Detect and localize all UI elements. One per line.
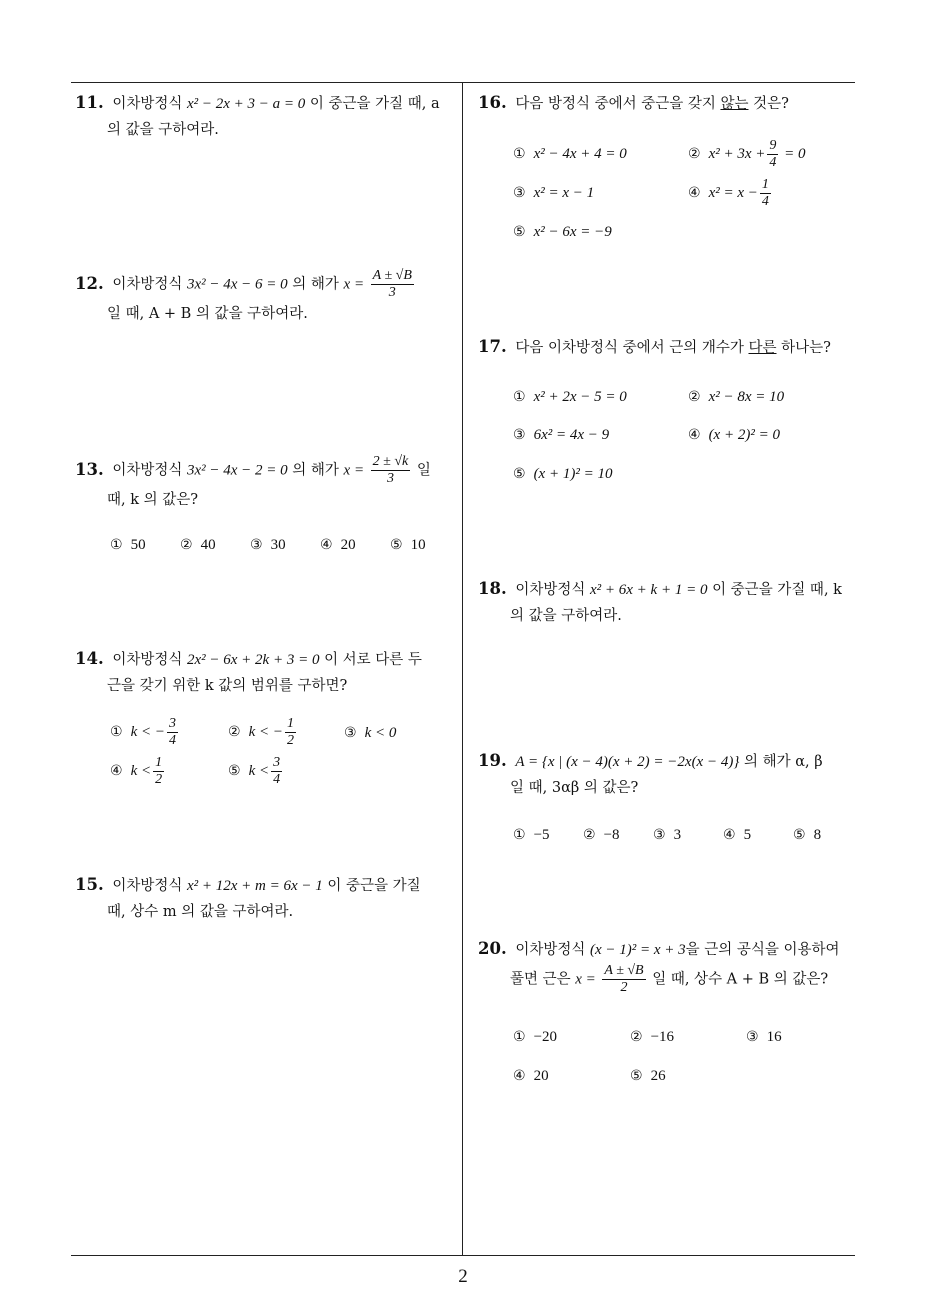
- denominator: 3: [386, 471, 394, 486]
- choice-5[interactable]: [793, 827, 821, 844]
- question-number: 11.: [75, 93, 104, 112]
- question-number: 12.: [75, 273, 104, 293]
- page-number: 2: [458, 1266, 468, 1287]
- question-number: 17.: [478, 337, 507, 356]
- question-text-line2: 때, k 의 값은?: [107, 492, 199, 508]
- choice-value: x² = x − 1: [533, 185, 595, 201]
- choice-1[interactable]: [513, 827, 550, 844]
- choice-value: −20: [533, 1029, 558, 1045]
- equation: (x − 1)² = x + 3: [589, 942, 686, 958]
- x-equals: x =: [575, 971, 596, 988]
- numerator: 2 ± √k: [372, 454, 409, 469]
- question-text: 의 해가: [292, 462, 339, 479]
- choice-marker: ⑤: [513, 224, 526, 240]
- question-text-line2: 근을 갖기 위한 k 값의 범위를 구하면?: [107, 678, 348, 694]
- fraction: [767, 138, 778, 171]
- choice-value: 30: [270, 537, 286, 553]
- denominator: 2: [155, 772, 163, 787]
- question-text: 하나는?: [781, 340, 831, 356]
- choice-marker: ④: [110, 762, 123, 779]
- choice-value: k <: [248, 762, 270, 779]
- equation: 3x² − 4x − 6 = 0: [186, 276, 288, 293]
- denominator: 4: [168, 733, 176, 748]
- question-text: 이차방정식: [515, 942, 586, 958]
- fraction: [271, 755, 282, 788]
- choice-marker: ②: [688, 389, 701, 405]
- choice-value: 20: [340, 537, 356, 553]
- question-15: [75, 872, 455, 925]
- choice-marker: ③: [513, 427, 526, 443]
- numerator: 1: [286, 716, 294, 731]
- choice-value: = 0: [784, 145, 806, 162]
- choice-marker: ②: [583, 827, 596, 843]
- choice-value: x² + 2x − 5 = 0: [533, 389, 627, 405]
- question-text: 이 중근을 가질: [327, 878, 421, 894]
- numerator: 3: [273, 755, 281, 770]
- question-text: 것은?: [753, 96, 789, 112]
- choice-1[interactable]: [110, 537, 146, 554]
- choice-marker: ①: [513, 827, 526, 843]
- choice-value: 40: [200, 537, 216, 553]
- fraction: [371, 268, 414, 301]
- choice-value: 6x² = 4x − 9: [533, 427, 610, 443]
- underlined-word: 않는: [720, 96, 749, 112]
- numerator: 1: [155, 755, 163, 770]
- choice-marker: ③: [653, 827, 666, 843]
- numerator: A ± √B: [372, 268, 412, 283]
- underlined-word: 다른: [748, 340, 777, 356]
- question-number: 18.: [478, 579, 507, 598]
- question-number: 16.: [478, 93, 507, 112]
- choice-4[interactable]: [688, 177, 773, 210]
- choice-marker: ①: [110, 537, 123, 553]
- question-text-line2: 때, 상수 m 의 값을 구하여라.: [107, 904, 294, 920]
- choice-marker: ⑤: [390, 537, 403, 553]
- question-18: [478, 576, 858, 629]
- choice-marker: ①: [513, 389, 526, 405]
- question-text: 이차방정식: [515, 582, 586, 598]
- numerator: 3: [168, 716, 176, 731]
- question-text-line2: 일 때, A + B 의 값을 구하여라.: [107, 306, 308, 322]
- question-17: [478, 334, 858, 361]
- choice-marker: ④: [688, 184, 701, 201]
- choice-2[interactable]: [228, 716, 298, 749]
- numerator: 1: [761, 177, 769, 192]
- question-19: [478, 748, 858, 801]
- question-text: 의 해가: [292, 276, 339, 293]
- choice-3[interactable]: [746, 1029, 782, 1046]
- question-text: 이 중근을 가질 때, k: [712, 582, 842, 598]
- question-text: 일 때, 상수 A + B 의 값은?: [652, 971, 829, 988]
- choice-value: −16: [650, 1029, 675, 1045]
- choice-5[interactable]: [513, 224, 612, 241]
- denominator: 3: [388, 285, 396, 300]
- column-divider: [462, 82, 463, 1255]
- choice-2[interactable]: [583, 827, 620, 844]
- choice-marker: ⑤: [630, 1068, 643, 1084]
- choice-5[interactable]: [630, 1068, 666, 1085]
- choice-4[interactable]: [723, 827, 751, 844]
- choice-marker: ④: [688, 427, 701, 443]
- question-text: 이차방정식: [112, 652, 183, 668]
- choice-marker: ⑤: [513, 466, 526, 482]
- numerator: A ± √B: [604, 963, 644, 978]
- choice-value: x² + 3x +: [708, 145, 766, 162]
- choice-marker: ④: [320, 537, 333, 553]
- choice-value: (x + 2)² = 0: [708, 427, 780, 443]
- choice-4[interactable]: [320, 537, 356, 554]
- equation: x² − 2x + 3 − a = 0: [186, 96, 306, 112]
- choice-5[interactable]: [390, 537, 426, 554]
- choice-value: (x + 1)² = 10: [533, 466, 613, 482]
- choice-2[interactable]: [688, 389, 784, 406]
- choice-marker: ③: [513, 185, 526, 201]
- denominator: 2: [620, 980, 628, 995]
- denominator: 4: [769, 155, 777, 170]
- question-number: 19.: [478, 751, 507, 770]
- choice-marker: ②: [630, 1029, 643, 1045]
- fraction: [371, 454, 411, 487]
- choice-value: 16: [766, 1029, 782, 1045]
- question-number: 14.: [75, 649, 104, 668]
- choice-value: k <: [130, 762, 152, 779]
- question-text: 이차방정식: [112, 276, 183, 293]
- choice-value: 8: [813, 827, 822, 843]
- choice-marker: ③: [250, 537, 263, 553]
- choice-4[interactable]: [110, 755, 166, 788]
- equation: A = {x | (x − 4)(x + 2) = −2x(x − 4)}: [515, 754, 740, 770]
- choice-value: x² − 8x = 10: [708, 389, 785, 405]
- choice-3[interactable]: [653, 827, 681, 844]
- denominator: 4: [273, 772, 281, 787]
- choice-value: 5: [743, 827, 752, 843]
- question-text: 다음 방정식 중에서 중근을 갖지: [515, 96, 716, 112]
- question-text: 의 해가 α, β: [743, 754, 823, 770]
- question-text: 이차방정식: [112, 462, 183, 479]
- choice-marker: ③: [344, 725, 357, 741]
- equation: x² + 12x + m = 6x − 1: [186, 878, 323, 894]
- choice-marker: ②: [688, 145, 701, 162]
- choice-5[interactable]: [228, 755, 284, 788]
- choice-4[interactable]: [688, 427, 780, 444]
- choice-value: −8: [603, 827, 620, 843]
- choice-value: 26: [650, 1068, 666, 1084]
- equation: x² + 6x + k + 1 = 0: [589, 582, 708, 598]
- choice-marker: ③: [746, 1029, 759, 1045]
- question-14: [75, 646, 455, 699]
- choice-value: k < −: [130, 723, 165, 740]
- question-text: 이 서로 다른 두: [324, 652, 422, 668]
- question-text: 다음 이차방정식 중에서 근의 개수가: [515, 340, 744, 356]
- choice-value: k < −: [248, 723, 283, 740]
- question-text-line2: 의 값을 구하여라.: [107, 122, 219, 138]
- fraction: [167, 716, 178, 749]
- fraction: [285, 716, 296, 749]
- choice-2[interactable]: [180, 537, 216, 554]
- choice-1[interactable]: [110, 716, 180, 749]
- choice-marker: ④: [723, 827, 736, 843]
- choice-value: k < 0: [364, 725, 397, 741]
- question-text-line2: 의 값을 구하여라.: [510, 608, 622, 624]
- top-rule: [71, 82, 855, 83]
- fraction: [153, 755, 164, 788]
- choice-5[interactable]: [513, 466, 612, 483]
- question-text: 을 근의 공식을 이용하여: [685, 942, 840, 958]
- choice-value: 10: [410, 537, 426, 553]
- choice-value: x² − 6x = −9: [533, 224, 612, 240]
- choice-marker: ②: [228, 723, 241, 740]
- question-11: [75, 90, 455, 143]
- fraction: [602, 963, 645, 996]
- choice-marker: ①: [110, 723, 123, 740]
- question-number: 13.: [75, 459, 104, 479]
- question-number: 15.: [75, 875, 104, 894]
- x-equals: x =: [343, 276, 365, 293]
- equation: 2x² − 6x + 2k + 3 = 0: [186, 652, 320, 668]
- choice-marker: ①: [513, 1029, 526, 1045]
- choice-3[interactable]: [250, 537, 286, 554]
- choice-marker: ④: [513, 1068, 526, 1084]
- choice-2[interactable]: [688, 138, 806, 171]
- choice-value: 20: [533, 1068, 549, 1084]
- denominator: 4: [761, 194, 769, 209]
- choice-marker: ⑤: [228, 762, 241, 779]
- choice-1[interactable]: [513, 389, 627, 406]
- choice-4[interactable]: [513, 1068, 549, 1085]
- question-text-line2: [478, 963, 858, 996]
- choice-1[interactable]: [513, 146, 627, 163]
- fraction: [760, 177, 771, 210]
- question-text: 이차방정식: [112, 96, 183, 112]
- choice-value: 3: [673, 827, 682, 843]
- question-20: [478, 936, 858, 996]
- choice-1[interactable]: [513, 1029, 557, 1046]
- question-12: [75, 268, 455, 327]
- choice-3[interactable]: [344, 725, 396, 742]
- question-13: [75, 454, 455, 513]
- choice-marker: ①: [513, 146, 526, 162]
- bottom-rule: [71, 1255, 855, 1256]
- question-text: 풀면 근은: [510, 971, 571, 988]
- choice-value: x² − 4x + 4 = 0: [533, 146, 627, 162]
- choice-marker: ⑤: [793, 827, 806, 843]
- choice-value: 50: [130, 537, 146, 553]
- question-text: 이 중근을 가질 때, a: [309, 96, 440, 112]
- choice-3[interactable]: [513, 185, 594, 202]
- choice-value: −5: [533, 827, 550, 843]
- choice-value: x² = x −: [708, 184, 758, 201]
- choice-2[interactable]: [630, 1029, 674, 1046]
- question-text-line2: 일 때, 3αβ 의 값은?: [510, 780, 639, 796]
- question-16: [478, 90, 858, 117]
- choice-3[interactable]: [513, 427, 609, 444]
- equation: 3x² − 4x − 2 = 0: [186, 462, 288, 479]
- question-number: 20.: [478, 939, 507, 958]
- question-text: 이차방정식: [112, 878, 183, 894]
- denominator: 2: [286, 733, 294, 748]
- numerator: 9: [769, 138, 777, 153]
- question-text: 일: [416, 462, 431, 479]
- choice-marker: ②: [180, 537, 193, 553]
- x-equals: x =: [343, 462, 365, 479]
